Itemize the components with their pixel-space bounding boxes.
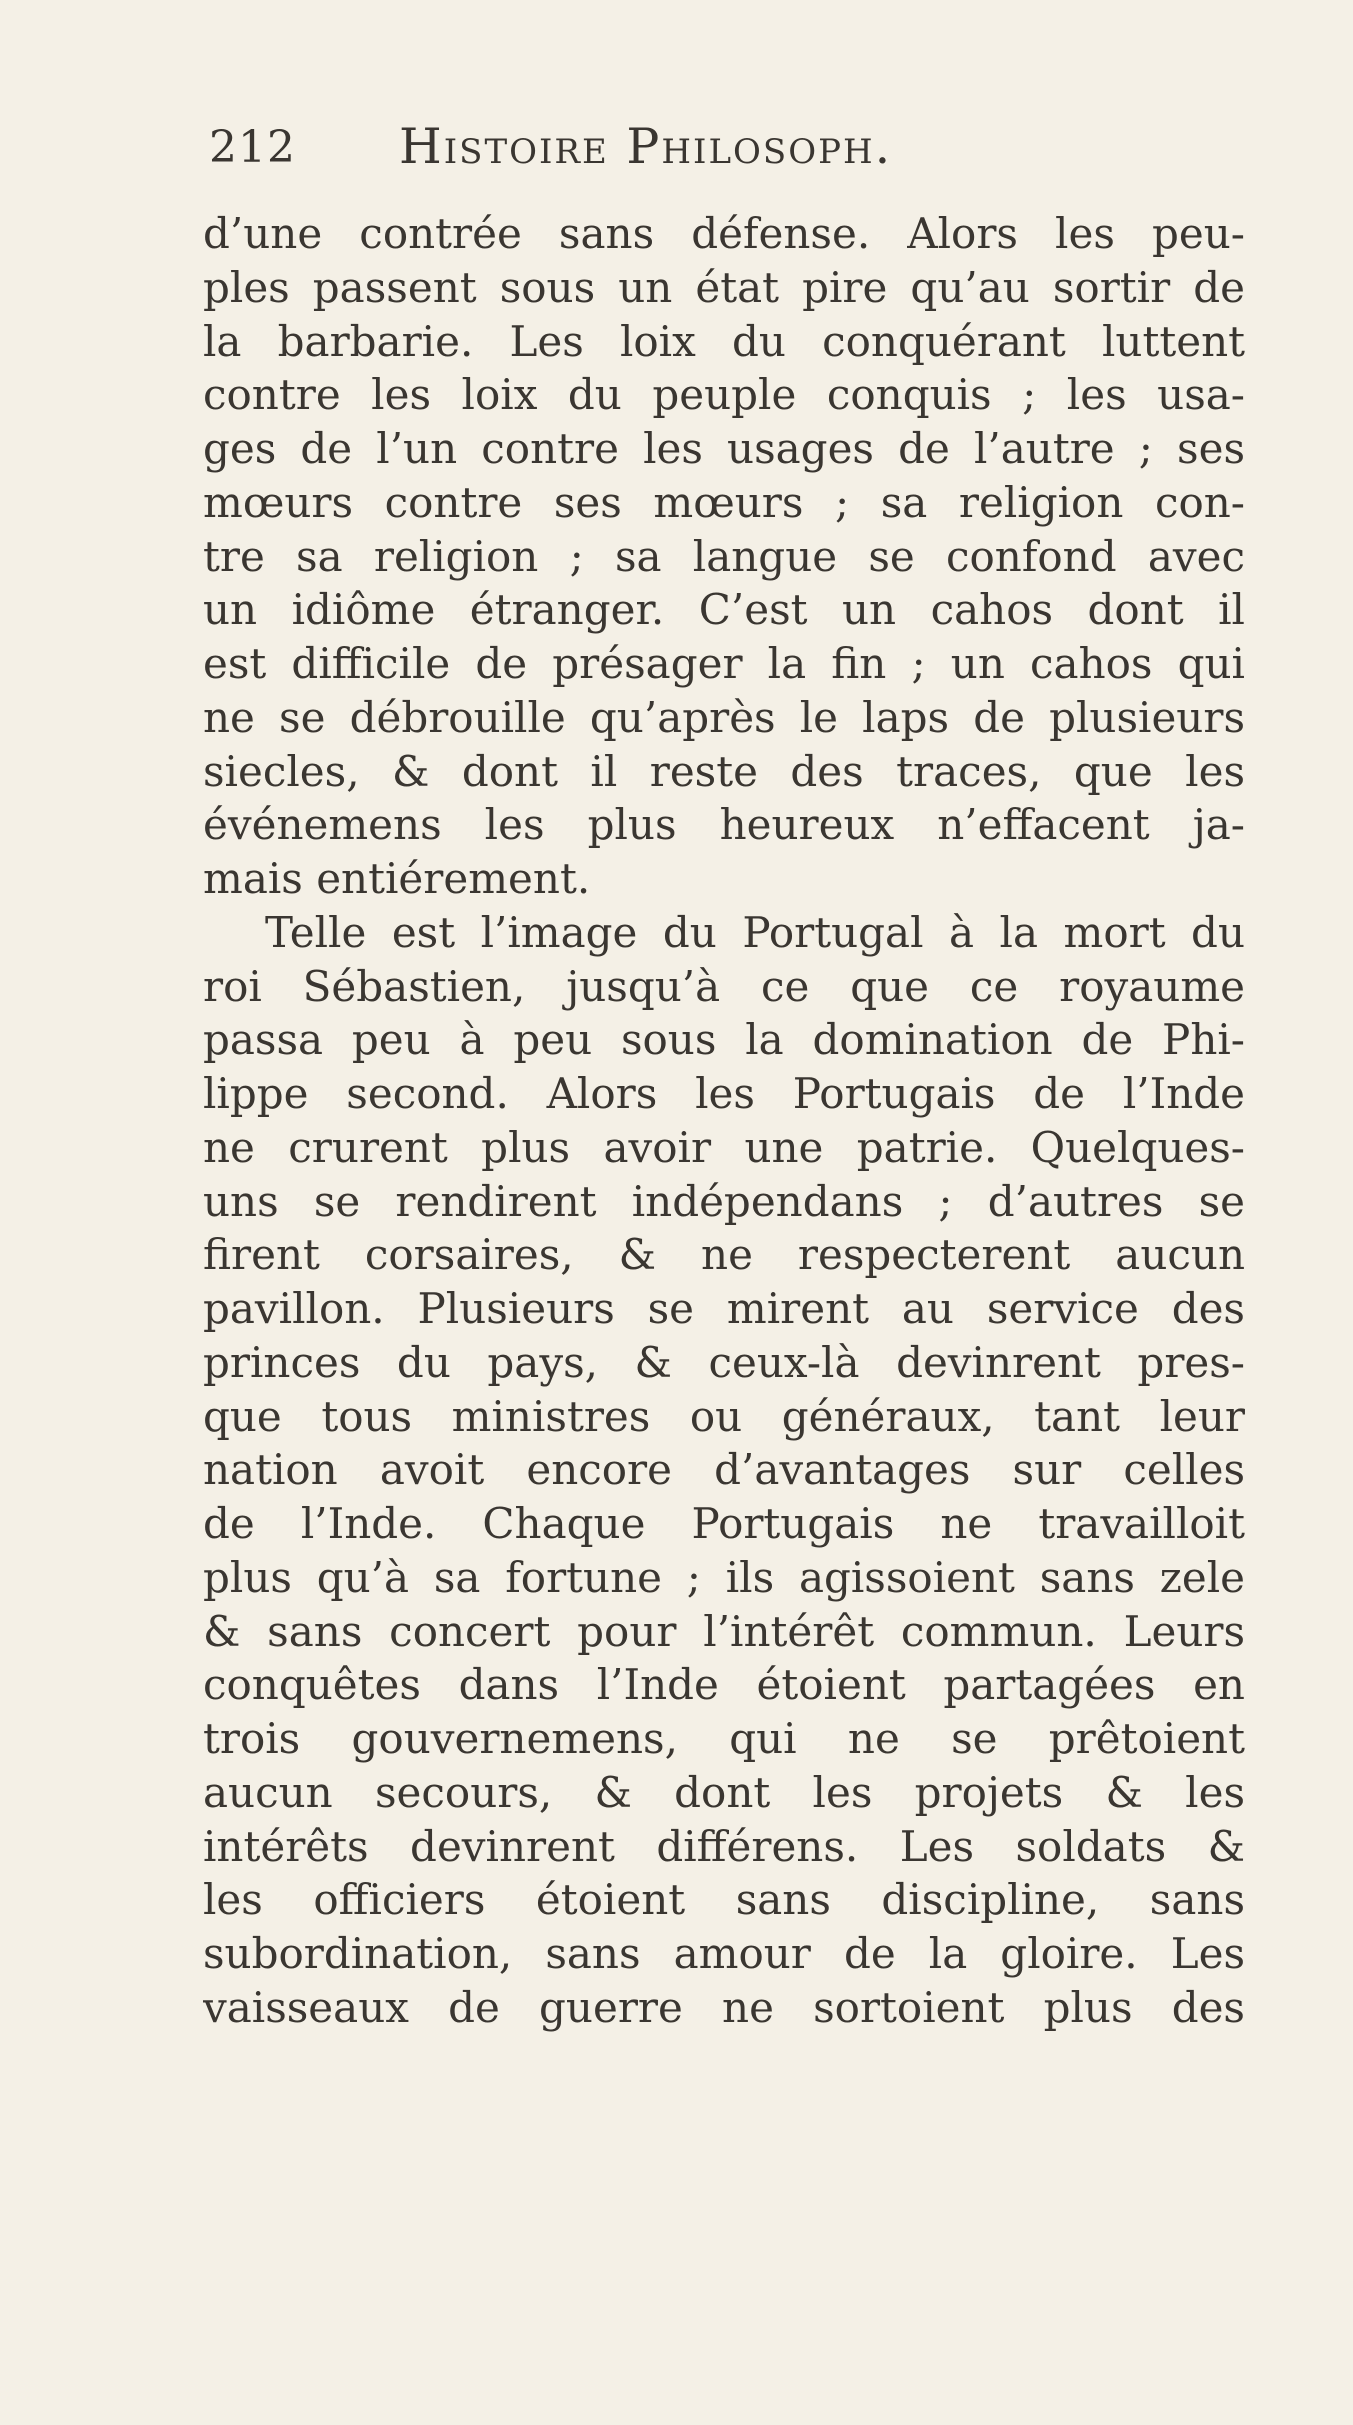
body-text <box>203 207 1245 2035</box>
text-line: subordination, sans amour de la gloire. Les <box>203 1929 1245 1978</box>
text-line: & sans concert pour l’intérêt commun. Leurs <box>203 1606 1245 1656</box>
text-line: siecles, & dont il reste des traces, que les <box>203 746 1245 796</box>
text-line: firent corsaires, & ne respecterent aucun <box>203 1230 1245 1280</box>
page-header <box>209 118 1209 198</box>
text-line: un idiôme étranger. C’est un cahos dont il <box>203 585 1245 635</box>
running-title: Histoire Philosoph. <box>399 118 893 175</box>
text-line: d’une contrée sans défense. Alors les peu- <box>203 209 1245 258</box>
text-line: nation avoit encore d’avantages sur celles <box>203 1445 1245 1495</box>
text-line: les officiers étoient sans discipline, sans <box>203 1875 1245 1925</box>
text-line: est difficile de présager la fin ; un cahos qui <box>203 639 1245 688</box>
text-line: mœurs contre ses mœurs ; sa religion con- <box>203 477 1245 527</box>
text-line: événemens les plus heureux n’effacent ja- <box>203 800 1245 850</box>
text-line: que tous ministres ou généraux, tant leur <box>203 1391 1245 1441</box>
text-line: roi Sébastien, jusqu’à ce que ce royaume <box>203 961 1245 1011</box>
text-line: passa peu à peu sous la domination de Phi- <box>203 1015 1245 1065</box>
text-line: vaisseaux de guerre ne sortoient plus des <box>203 1982 1245 2032</box>
paragraph-end-line: mais entiérement. <box>203 854 591 903</box>
text-line: de l’Inde. Chaque Portugais ne travailloit <box>203 1499 1245 1548</box>
text-line: ges de l’un contre les usages de l’autre ; ses <box>203 424 1245 473</box>
text-line: tre sa religion ; sa langue se confond avec <box>203 531 1245 581</box>
text-line: conquêtes dans l’Inde étoient partagées en <box>203 1660 1245 1710</box>
text-line: ne crurent plus avoir une patrie. Quelques- <box>203 1122 1245 1172</box>
text-line: la barbarie. Les loix du conquérant luttent <box>203 316 1245 366</box>
text-line: intérêts devinrent différens. Les soldats & <box>203 1821 1245 1871</box>
text-line: princes du pays, & ceux-là devinrent pres- <box>203 1337 1245 1387</box>
text-line: plus qu’à sa fortune ; ils agissoient sans zele <box>203 1552 1245 1602</box>
text-line: uns se rendirent indépendans ; d’autres se <box>203 1176 1245 1226</box>
text-line: trois gouvernemens, qui ne se prêtoient <box>203 1714 1245 1763</box>
text-line: lippe second. Alors les Portugais de l’Inde <box>203 1069 1245 1118</box>
text-line: pavillon. Plusieurs se mirent au service des <box>203 1284 1245 1333</box>
text-line: ples passent sous un état pire qu’au sortir de <box>203 262 1245 312</box>
page-number: 212 <box>209 122 296 173</box>
text-line: aucun secours, & dont les projets & les <box>203 1767 1245 1817</box>
paragraph-start-line: Telle est l’image du Portugal à la mort du <box>265 907 1245 957</box>
text-line: ne se débrouille qu’après le laps de plusieurs <box>203 692 1245 742</box>
text-line: contre les loix du peuple conquis ; les usa- <box>203 370 1245 420</box>
